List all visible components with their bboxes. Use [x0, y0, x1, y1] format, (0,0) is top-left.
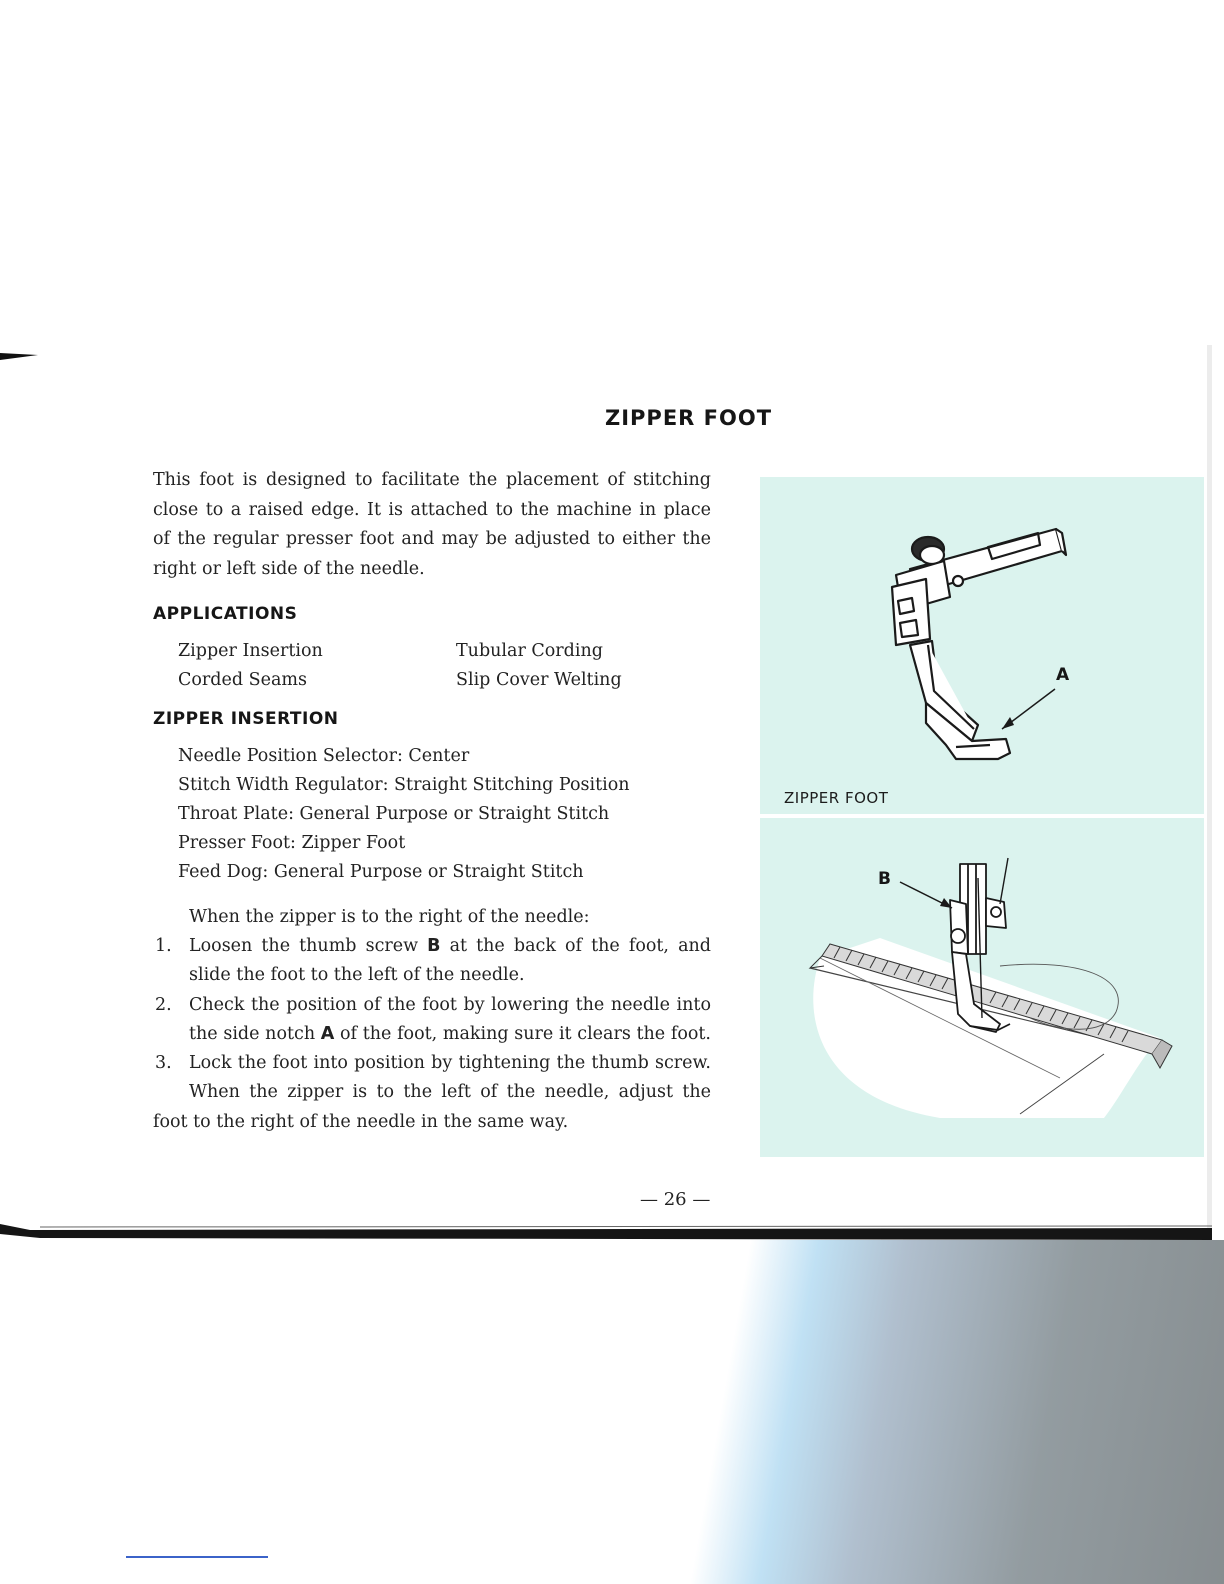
- zipper-insertion-illustration: [760, 818, 1204, 1157]
- intro-paragraph: [153, 466, 711, 584]
- intro-line: of the regular presser foot and may be adjusted to either the: [153, 529, 711, 549]
- intro-line: right or left side of the needle.: [153, 558, 425, 579]
- step-number: 1.: [155, 936, 172, 956]
- zipper-foot-drawing: [760, 477, 1204, 814]
- scan-mark: [126, 1556, 268, 1558]
- label-a: A: [1056, 665, 1070, 685]
- setting-line: Presser Foot: Zipper Foot: [178, 833, 406, 853]
- application-item: Slip Cover Welting: [456, 670, 622, 690]
- scan-background-shadow: [600, 1240, 1224, 1584]
- page-title: ZIPPER FOOT: [605, 406, 773, 430]
- zipper-insertion-drawing: [760, 818, 1204, 1157]
- label-b: B: [878, 869, 891, 889]
- label-b-ref: B: [427, 936, 441, 956]
- setting-line: Feed Dog: General Purpose or Straight Stitch: [178, 862, 584, 882]
- setting-line: Needle Position Selector: Center: [178, 746, 470, 766]
- step-line: Loosen the thumb screw B at the back of the foot, and: [189, 936, 711, 956]
- zipper-foot-illustration: [760, 477, 1204, 814]
- page-number: — 26 —: [640, 1189, 711, 1210]
- application-item: Zipper Insertion: [178, 641, 323, 661]
- zipper-insertion-heading: ZIPPER INSERTION: [153, 709, 339, 729]
- applications-heading: APPLICATIONS: [153, 604, 298, 624]
- application-item: Tubular Cording: [456, 641, 603, 661]
- intro-line: close to a raised edge. It is attached to the machine in place: [153, 499, 711, 520]
- closing-line: When the zipper is to the left of the needle, adjust the: [189, 1082, 711, 1102]
- setting-line: Stitch Width Regulator: Straight Stitching Position: [178, 775, 630, 795]
- closing-line: foot to the right of the needle in the same way.: [153, 1112, 569, 1132]
- figure-caption: ZIPPER FOOT: [784, 789, 889, 807]
- page-edge-shadow: [1207, 345, 1212, 1235]
- step-number: 2.: [155, 995, 172, 1015]
- step-line: slide the foot to the left of the needle.: [189, 965, 525, 985]
- page-fold-shadow: [0, 1224, 1212, 1240]
- step-line: Check the position of the foot by lowering the needle into: [189, 995, 711, 1015]
- intro-line: This foot is designed to facilitate the placement of stitching: [153, 470, 711, 490]
- step-line: Lock the foot into position by tightening the thumb screw.: [189, 1053, 711, 1073]
- step-number: 3.: [155, 1053, 172, 1073]
- setting-line: Throat Plate: General Purpose or Straight Stitch: [178, 804, 610, 824]
- scan-edge-mark: [0, 346, 38, 356]
- step-line: the side notch A of the foot, making sure it clears the foot.: [189, 1024, 711, 1044]
- instruction-intro: When the zipper is to the right of the needle:: [189, 907, 590, 927]
- application-item: Corded Seams: [178, 670, 307, 690]
- label-a-ref: A: [320, 1024, 335, 1044]
